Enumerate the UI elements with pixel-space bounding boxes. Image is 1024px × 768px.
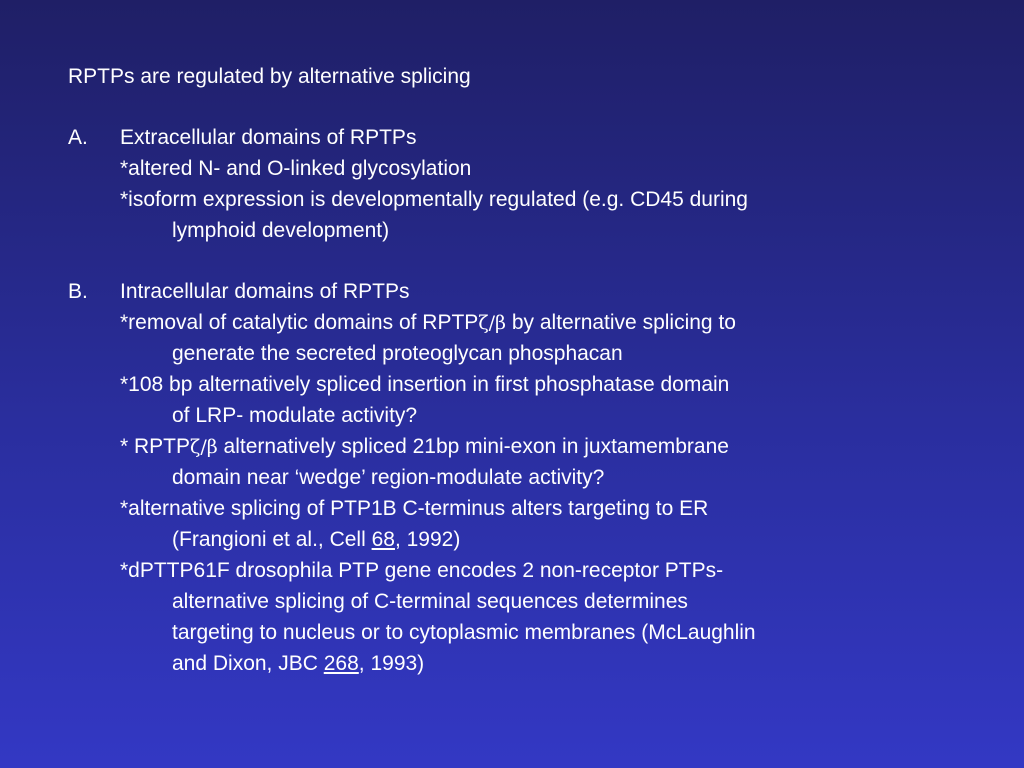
bullet-3-text-pre: * RPTP — [120, 435, 191, 458]
bullet-1-text-pre: *removal of catalytic domains of RPTP — [120, 311, 479, 334]
bullet-3-text-post: alternatively spliced 21bp mini-exon in juxtamembrane — [217, 435, 729, 458]
citation-post: , 1993) — [358, 652, 425, 675]
section-b-bullet-5-line-2: alternative splicing of C-terminal sequences determines — [172, 590, 688, 613]
section-b-bullet-2-line-2: of LRP- modulate activity? — [172, 404, 418, 427]
zeta-beta-symbol: ζ/β — [478, 312, 506, 334]
section-b-bullet-5-line-4 — [172, 648, 424, 679]
section-b-bullet-1-line-2: generate the secreted proteoglycan phosphacan — [172, 342, 623, 365]
zeta-beta-symbol: ζ/β — [190, 436, 218, 458]
section-b-bullet-3-line-1 — [120, 431, 729, 463]
section-a-bullet-2-line-1: *isoform expression is developmentally regulated (e.g. CD45 during — [120, 188, 748, 211]
bullet-1-text-post: by alternative splicing to — [506, 311, 736, 334]
citation-pre: (Frangioni et al., Cell — [172, 528, 372, 551]
section-b-bullet-2-line-1: *108 bp alternatively spliced insertion in first phosphatase domain — [120, 373, 730, 396]
citation-volume: 68 — [371, 528, 395, 551]
section-b-bullet-4-line-2 — [172, 524, 460, 555]
section-b-bullet-5-line-3: targeting to nucleus or to cytoplasmic membranes (McLaughlin — [172, 621, 756, 644]
slide-title: RPTPs are regulated by alternative splicing — [68, 65, 471, 88]
section-a-bullet-1: *altered N- and O-linked glycosylation — [120, 157, 472, 180]
citation-post: , 1992) — [394, 528, 461, 551]
section-a-marker: A. — [68, 126, 88, 149]
section-a-heading: Extracellular domains of RPTPs — [120, 126, 417, 149]
section-b-heading: Intracellular domains of RPTPs — [120, 280, 410, 303]
section-b-bullet-1-line-1 — [120, 307, 736, 339]
section-b-bullet-4-line-1: *alternative splicing of PTP1B C-terminus alters targeting to ER — [120, 497, 709, 520]
section-b-bullet-5-line-1: *dPTTP61F drosophila PTP gene encodes 2 non-receptor PTPs- — [120, 559, 724, 582]
citation-pre: and Dixon, JBC — [172, 652, 324, 675]
section-b-marker: B. — [68, 280, 88, 303]
section-b-bullet-3-line-2: domain near ‘wedge’ region-modulate activity? — [172, 466, 605, 489]
citation-volume: 268 — [323, 652, 359, 675]
section-a-bullet-2-line-2: lymphoid development) — [172, 219, 390, 242]
